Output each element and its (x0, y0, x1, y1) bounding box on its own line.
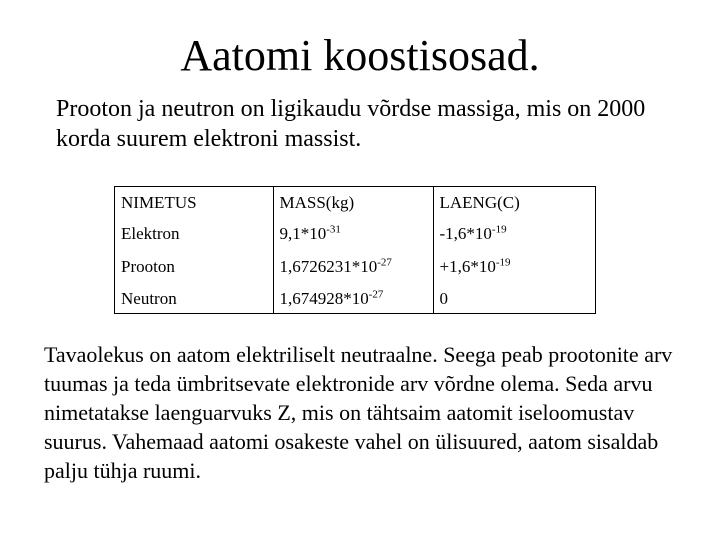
mass-base: 9,1*10 (279, 224, 327, 243)
charge-base: +1,6*10 (439, 257, 496, 276)
particle-name: Neutron (121, 289, 177, 308)
header-name: NIMETUS (121, 193, 197, 212)
intro-paragraph: Prooton ja neutron on ligikaudu võrdse massiga, mis on 2000 korda suurem elektroni massist. (56, 96, 646, 152)
table-header-row (115, 187, 597, 219)
particle-table (114, 186, 596, 314)
mass-exponent: -31 (326, 223, 341, 236)
particle-charge (433, 219, 597, 249)
mass-exponent: -27 (368, 288, 384, 301)
outro-paragraph: Tavaolekus on aatom elektriliselt neutraalne. Seega peab prootonite arv tuumas ja teda ümbritsevate elektronide arv võrdne olema. Seda arvu nimetatakse laenguarvuks Z, mis on tähtsaim aatomit iseloomustav suurus. Vahemaad aatomi osakeste vahel on ülisuured, aatom sisaldab palju tühja ruumi. (44, 342, 673, 483)
mass-base: 1,6726231*10 (279, 257, 378, 276)
charge-exponent: -19 (491, 223, 507, 236)
charge-exponent: -19 (495, 256, 511, 269)
slide-title: Aatomi koostisosad. (180, 31, 540, 80)
particle-mass (273, 285, 433, 313)
table-row (115, 285, 597, 313)
mass-exponent: -27 (377, 256, 392, 269)
mass-base: 1,674928*10 (279, 289, 369, 308)
table-row (115, 219, 597, 249)
particle-name: Prooton (121, 257, 175, 276)
particle-mass (273, 249, 433, 285)
header-mass: MASS(kg) (273, 187, 433, 219)
charge-base: -1,6*10 (439, 224, 492, 243)
particle-mass (273, 219, 433, 249)
particle-charge (433, 285, 597, 313)
particle-charge (433, 249, 597, 285)
particle-name: Elektron (121, 224, 180, 243)
header-charge: LAENG(C) (433, 187, 597, 219)
table-row (115, 249, 597, 285)
charge-base: 0 (439, 289, 448, 308)
